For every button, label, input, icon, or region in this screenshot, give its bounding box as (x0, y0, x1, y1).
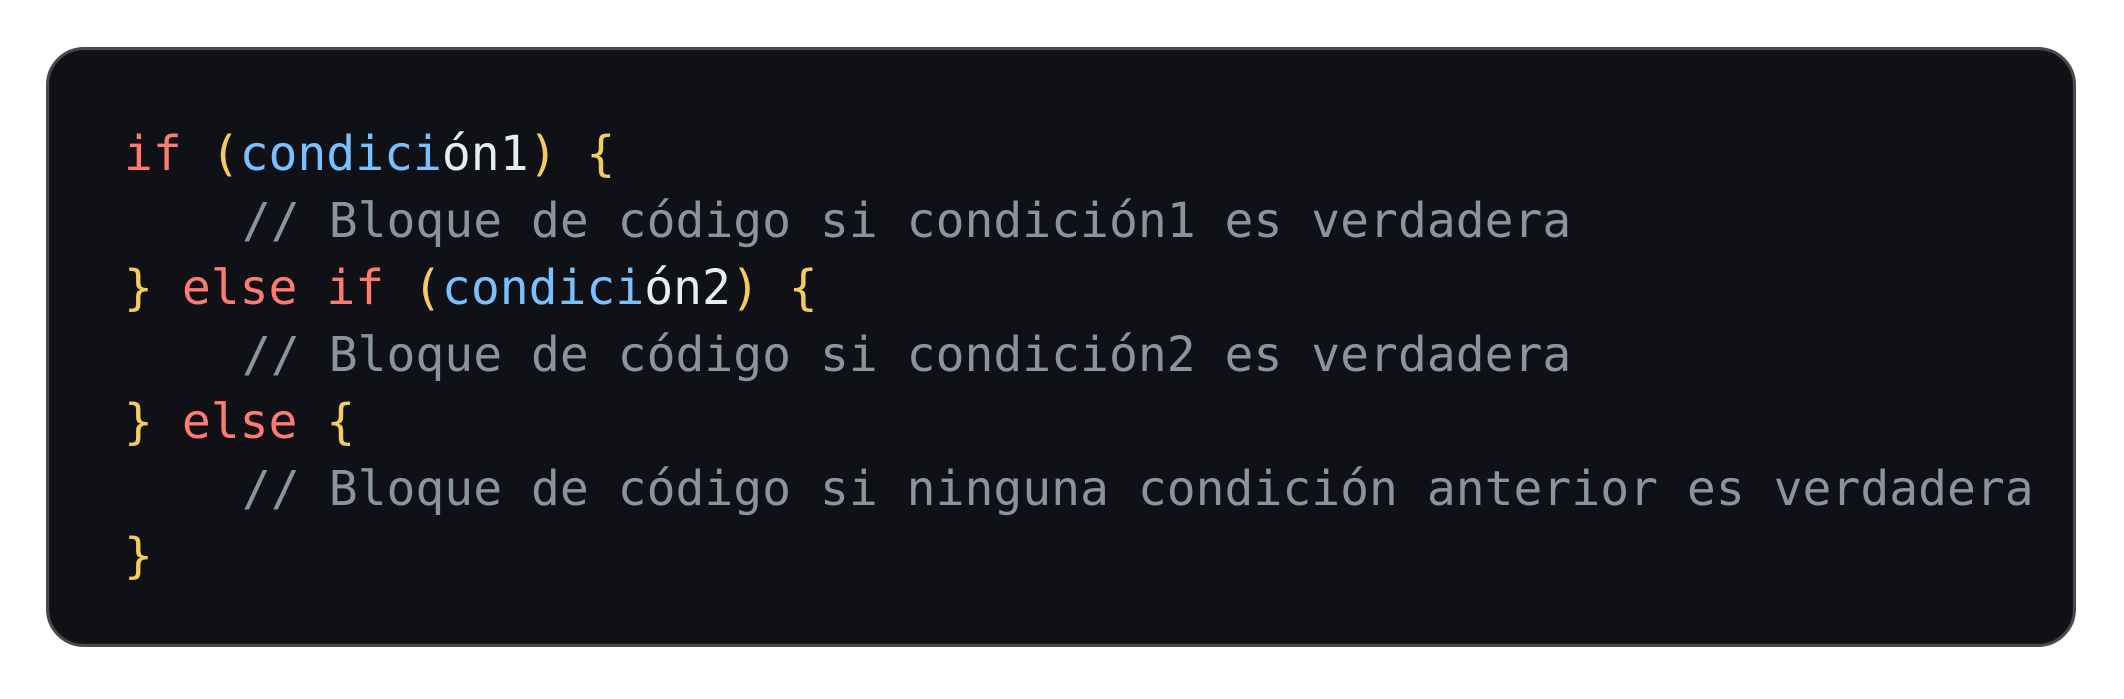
code-line-7 (124, 523, 2034, 590)
brace-close: } (124, 394, 153, 450)
keyword-if: if (124, 126, 182, 182)
paren-close: ) (730, 260, 760, 316)
paren-open: ( (413, 260, 442, 316)
code-line-2 (124, 188, 2034, 255)
code-line-3 (124, 255, 2034, 322)
identifier: condici (239, 126, 442, 182)
identifier: condici (441, 260, 645, 316)
brace-close: } (124, 260, 153, 316)
paren-open: ( (210, 126, 240, 182)
code-content (124, 121, 2034, 590)
brace-open: { (586, 126, 616, 182)
paren-close: ) (528, 126, 558, 182)
keyword-else: else (181, 394, 298, 450)
code-line-4 (124, 322, 2034, 389)
comment: // Bloque de código si ninguna condición anterior es verdadera (242, 461, 2034, 517)
brace-open: { (788, 260, 818, 316)
identifier-suffix: ón1 (441, 126, 529, 182)
comment: // Bloque de código si condición2 es verdadera (242, 327, 1572, 383)
brace-open: { (326, 394, 356, 450)
comment: // Bloque de código si condición1 es verdadera (242, 193, 1572, 249)
keyword-if: if (326, 260, 385, 316)
brace-close: } (124, 528, 153, 584)
keyword-else: else (181, 260, 298, 316)
code-line-6 (124, 456, 2034, 523)
code-line-5 (124, 389, 2034, 456)
identifier-suffix: ón2 (644, 260, 731, 316)
code-block (46, 47, 2076, 647)
code-line-1 (124, 121, 2034, 188)
